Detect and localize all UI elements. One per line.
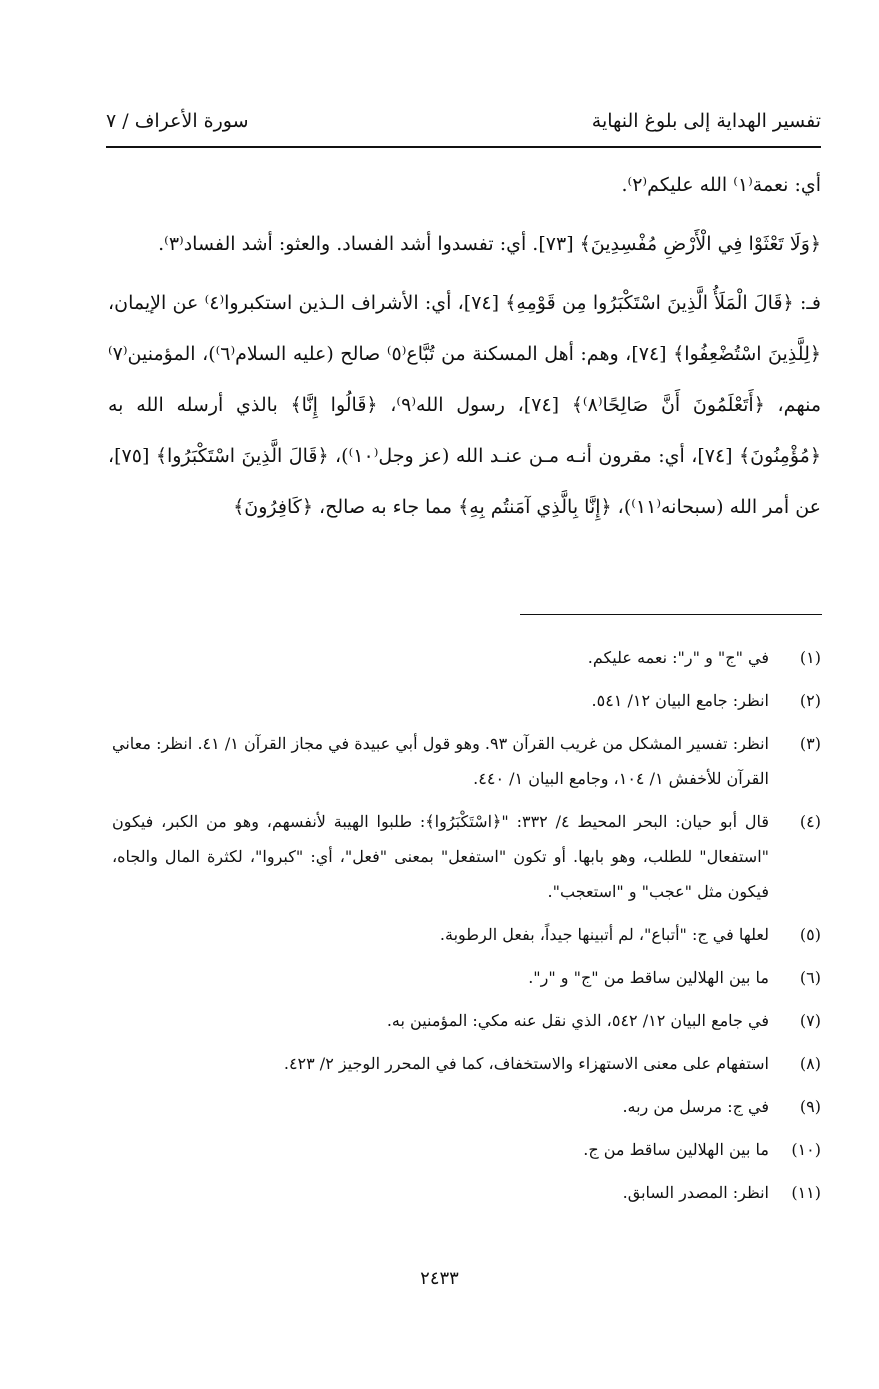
footnote-number: (٤) [799, 812, 821, 831]
paragraph: فـ: ﴿قَالَ الْمَلَأُ الَّذِينَ اسْتَكْبَرُوا مِن قَوْمِهِ﴾ [٧٤]، أي: الأشراف الـذين استكبروا⁽٤⁾ عن الإيمان، ﴿لِلَّذِينَ اسْتُضْعِفُوا﴾ [٧٤]، وهم: أهل المسكنة من تُبَّاع⁽٥⁾ صالح (عليه السلام⁽٦⁾)، المؤمنين⁽٧⁾ منهم، ﴿أَتَعْلَمُونَ أَنَّ صَالِحًا⁽٨⁾﴾ [٧٤]، رسول الله⁽٩⁾، ﴿قَالُوا إِنَّا﴾ بالذي أرسله الله به ﴿مُؤْمِنُونَ﴾ [٧٤]، أي: مقرون أنـه مـن عنـد الله (عز وجل⁽١٠⁾)، ﴿قَالَ الَّذِينَ اسْتَكْبَرُوا﴾ [٧٥]، عن أمر الله (سبحانه⁽١١⁾)، ﴿إِنَّا بِالَّذِي آمَنتُم بِهِ﴾ مما جاء به صالح، ﴿كَافِرُونَ﴾ [108, 292, 821, 518]
paragraph: أي: نعمة⁽١⁾ الله عليكم⁽٢⁾. [621, 174, 821, 196]
footnote [112, 683, 821, 718]
footnote [112, 960, 821, 995]
book-title: تفسير الهداية إلى بلوغ النهاية [591, 110, 821, 132]
footnote-text: انظر: تفسير المشكل من غريب القرآن ٩٣. وهو قول أبي عبيدة في مجاز القرآن ١/ ٤١. انظر: معاني القرآن للأخفش ١/ ١٠٤، وجامع البيان ١/ ٤٤٠. [112, 734, 770, 788]
footnote-number: (٥) [799, 925, 821, 944]
surah-label: سورة الأعراف / ٧ [106, 110, 249, 132]
footnote-text: في جامع البيان ١٢/ ٥٤٢، الذي نقل عنه مكي: المؤمنين به. [386, 1011, 769, 1030]
footnote [112, 1046, 821, 1081]
footnote-text: لعلها في ج: "أتباع"، لم أتبينها جيداً، بفعل الرطوبة. [439, 925, 769, 944]
footnote [112, 1003, 821, 1038]
footnote [112, 1132, 821, 1167]
footnote-number: (٣) [799, 734, 821, 753]
footnotes [112, 640, 821, 1218]
main-text [108, 160, 821, 533]
footnote-text: ما بين الهلالين ساقط من "ج" و "ر". [528, 968, 769, 987]
footnote-text: انظر: جامع البيان ١٢/ ٥٤١. [591, 691, 769, 710]
footnote-number: (٦) [799, 968, 821, 987]
footnote-number: (٩) [799, 1097, 821, 1116]
footnote [112, 917, 821, 952]
footnote-number: (٧) [799, 1011, 821, 1030]
footnote-number: (٢) [799, 691, 821, 710]
footnote-text: استفهام على معنى الاستهزاء والاستخفاف، كما في المحرر الوجيز ٢/ ٤٢٣. [283, 1054, 769, 1073]
page-number: ٢٤٣٣ [420, 1268, 459, 1289]
footnote-text: قال أبو حيان: البحر المحيط ٤/ ٣٣٢: "﴿اسْتَكْبَرُوا﴾: طلبوا الهيبة لأنفسهم، وهو من الكبر، فيكون "استفعال" للطلب، وهو بابها. أو تكون "استفعل" بمعنى "فعل"، أي: "كبروا"، لكثرة المال والجاه، فيكون مثل "عجب" و "استعجب". [112, 812, 769, 901]
footnote-text: في ج: مرسل من ربه. [622, 1097, 769, 1116]
footnote [112, 1089, 821, 1124]
footnote-number: (١) [799, 648, 821, 667]
footnote-text: ما بين الهلالين ساقط من ج. [583, 1140, 769, 1159]
footnote-number: (١١) [791, 1183, 821, 1202]
paragraph: ﴿وَلَا تَعْثَوْا فِي الْأَرْضِ مُفْسِدِينَ﴾ [٧٣]. أي: تفسدوا أشد الفساد. والعثو: أشد الفساد⁽٣⁾. [158, 233, 821, 255]
footnote-text: انظر: المصدر السابق. [622, 1183, 769, 1202]
header-divider [106, 146, 821, 148]
footnote [112, 640, 821, 675]
running-header [106, 102, 821, 142]
footnote-divider [520, 614, 822, 615]
footnote-number: (١٠) [791, 1140, 821, 1159]
footnote [112, 1175, 821, 1210]
footnote-text: في "ج" و "ر": نعمه عليكم. [587, 648, 769, 667]
footnote-number: (٨) [799, 1054, 821, 1073]
footnote [112, 804, 821, 909]
footnote [112, 726, 821, 796]
